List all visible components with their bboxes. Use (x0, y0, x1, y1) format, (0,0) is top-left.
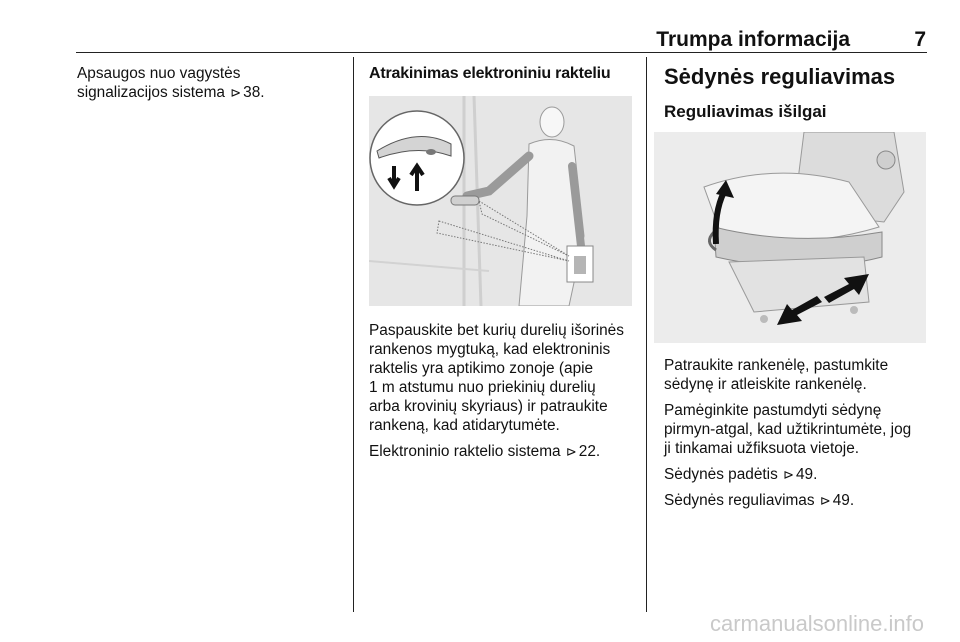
keyless-system-reference (369, 442, 639, 461)
page-link-38[interactable]: 38. (243, 84, 265, 101)
subsection-title-longitudinal: Reguliavimas išilgai (664, 102, 827, 121)
text-line: Elektroninio raktelio sistema (369, 443, 561, 460)
text-line: ji tinkamai užfiksuota vietoje. (664, 440, 860, 457)
seat-paragraph-1 (664, 356, 934, 394)
column-2 (369, 64, 633, 84)
text-line: pirmyn-atgal, kad užtikrintumėte, jog (664, 421, 912, 438)
anti-theft-reference (77, 64, 345, 102)
text-line: sėdynę ir atleiskite rankenėlę. (664, 376, 867, 393)
seat-position-reference (664, 465, 934, 484)
watermark: carmanualsonline.info (709, 611, 924, 636)
text-line: rankeną, kad atidarytumėte. (369, 417, 560, 434)
column-divider-right (646, 57, 647, 612)
page-number: 7 (914, 28, 926, 51)
column-divider-left (353, 57, 354, 612)
page-link-49-position[interactable]: 49. (796, 466, 818, 483)
text-line: 1 m atstumu nuo priekinių durelių (369, 379, 596, 396)
page-link-49-adjustment[interactable]: 49. (832, 492, 855, 509)
page-header-title: Trumpa informacija (656, 28, 850, 51)
door-handle-key-icon (369, 96, 632, 306)
seat-instructions (664, 356, 934, 517)
text-line: Pamėginkite pastumdyti sėdynę (664, 402, 882, 419)
text-line: rankenos mygtuką, kad elektroninis (369, 341, 611, 358)
keyless-instructions (369, 321, 639, 468)
intro-line-1: Apsaugos nuo vagystės (77, 65, 241, 82)
cross-reference-icon: ⊳ (783, 467, 794, 482)
column-3 (664, 64, 928, 122)
cross-reference-icon: ⊳ (230, 85, 242, 100)
seat-paragraph-2 (664, 401, 934, 458)
keyless-unlock-illustration (369, 96, 632, 306)
column-1 (77, 64, 345, 109)
text-line: Paspauskite bet kurių durelių išorinės (369, 322, 624, 339)
text-line: Patraukite rankenėlę, pastumkite (664, 357, 889, 374)
seat-adjustment-reference (664, 491, 934, 510)
section-heading-keyless-unlock: Atrakinimas elektroniniu rakteliu (369, 65, 611, 82)
page-link-22[interactable]: 22. (578, 443, 601, 460)
cross-reference-icon: ⊳ (565, 444, 577, 459)
text-line: Sėdynės reguliavimas (664, 492, 815, 509)
header-rule (76, 52, 927, 53)
section-title-seat-adjustment: Sėdynės reguliavimas (664, 64, 896, 89)
seat-slider-icon (654, 132, 926, 343)
text-line: Sėdynės padėtis (664, 466, 778, 483)
seat-adjustment-illustration (654, 132, 926, 343)
text-line: arba krovinių skyriaus) ir patraukite (369, 398, 608, 415)
cross-reference-icon: ⊳ (819, 493, 831, 508)
intro-line-2: signalizacijos sistema (77, 84, 225, 101)
text-line: raktelis yra aptikimo zonoje (apie (369, 360, 594, 377)
keyless-paragraph-1 (369, 321, 639, 435)
